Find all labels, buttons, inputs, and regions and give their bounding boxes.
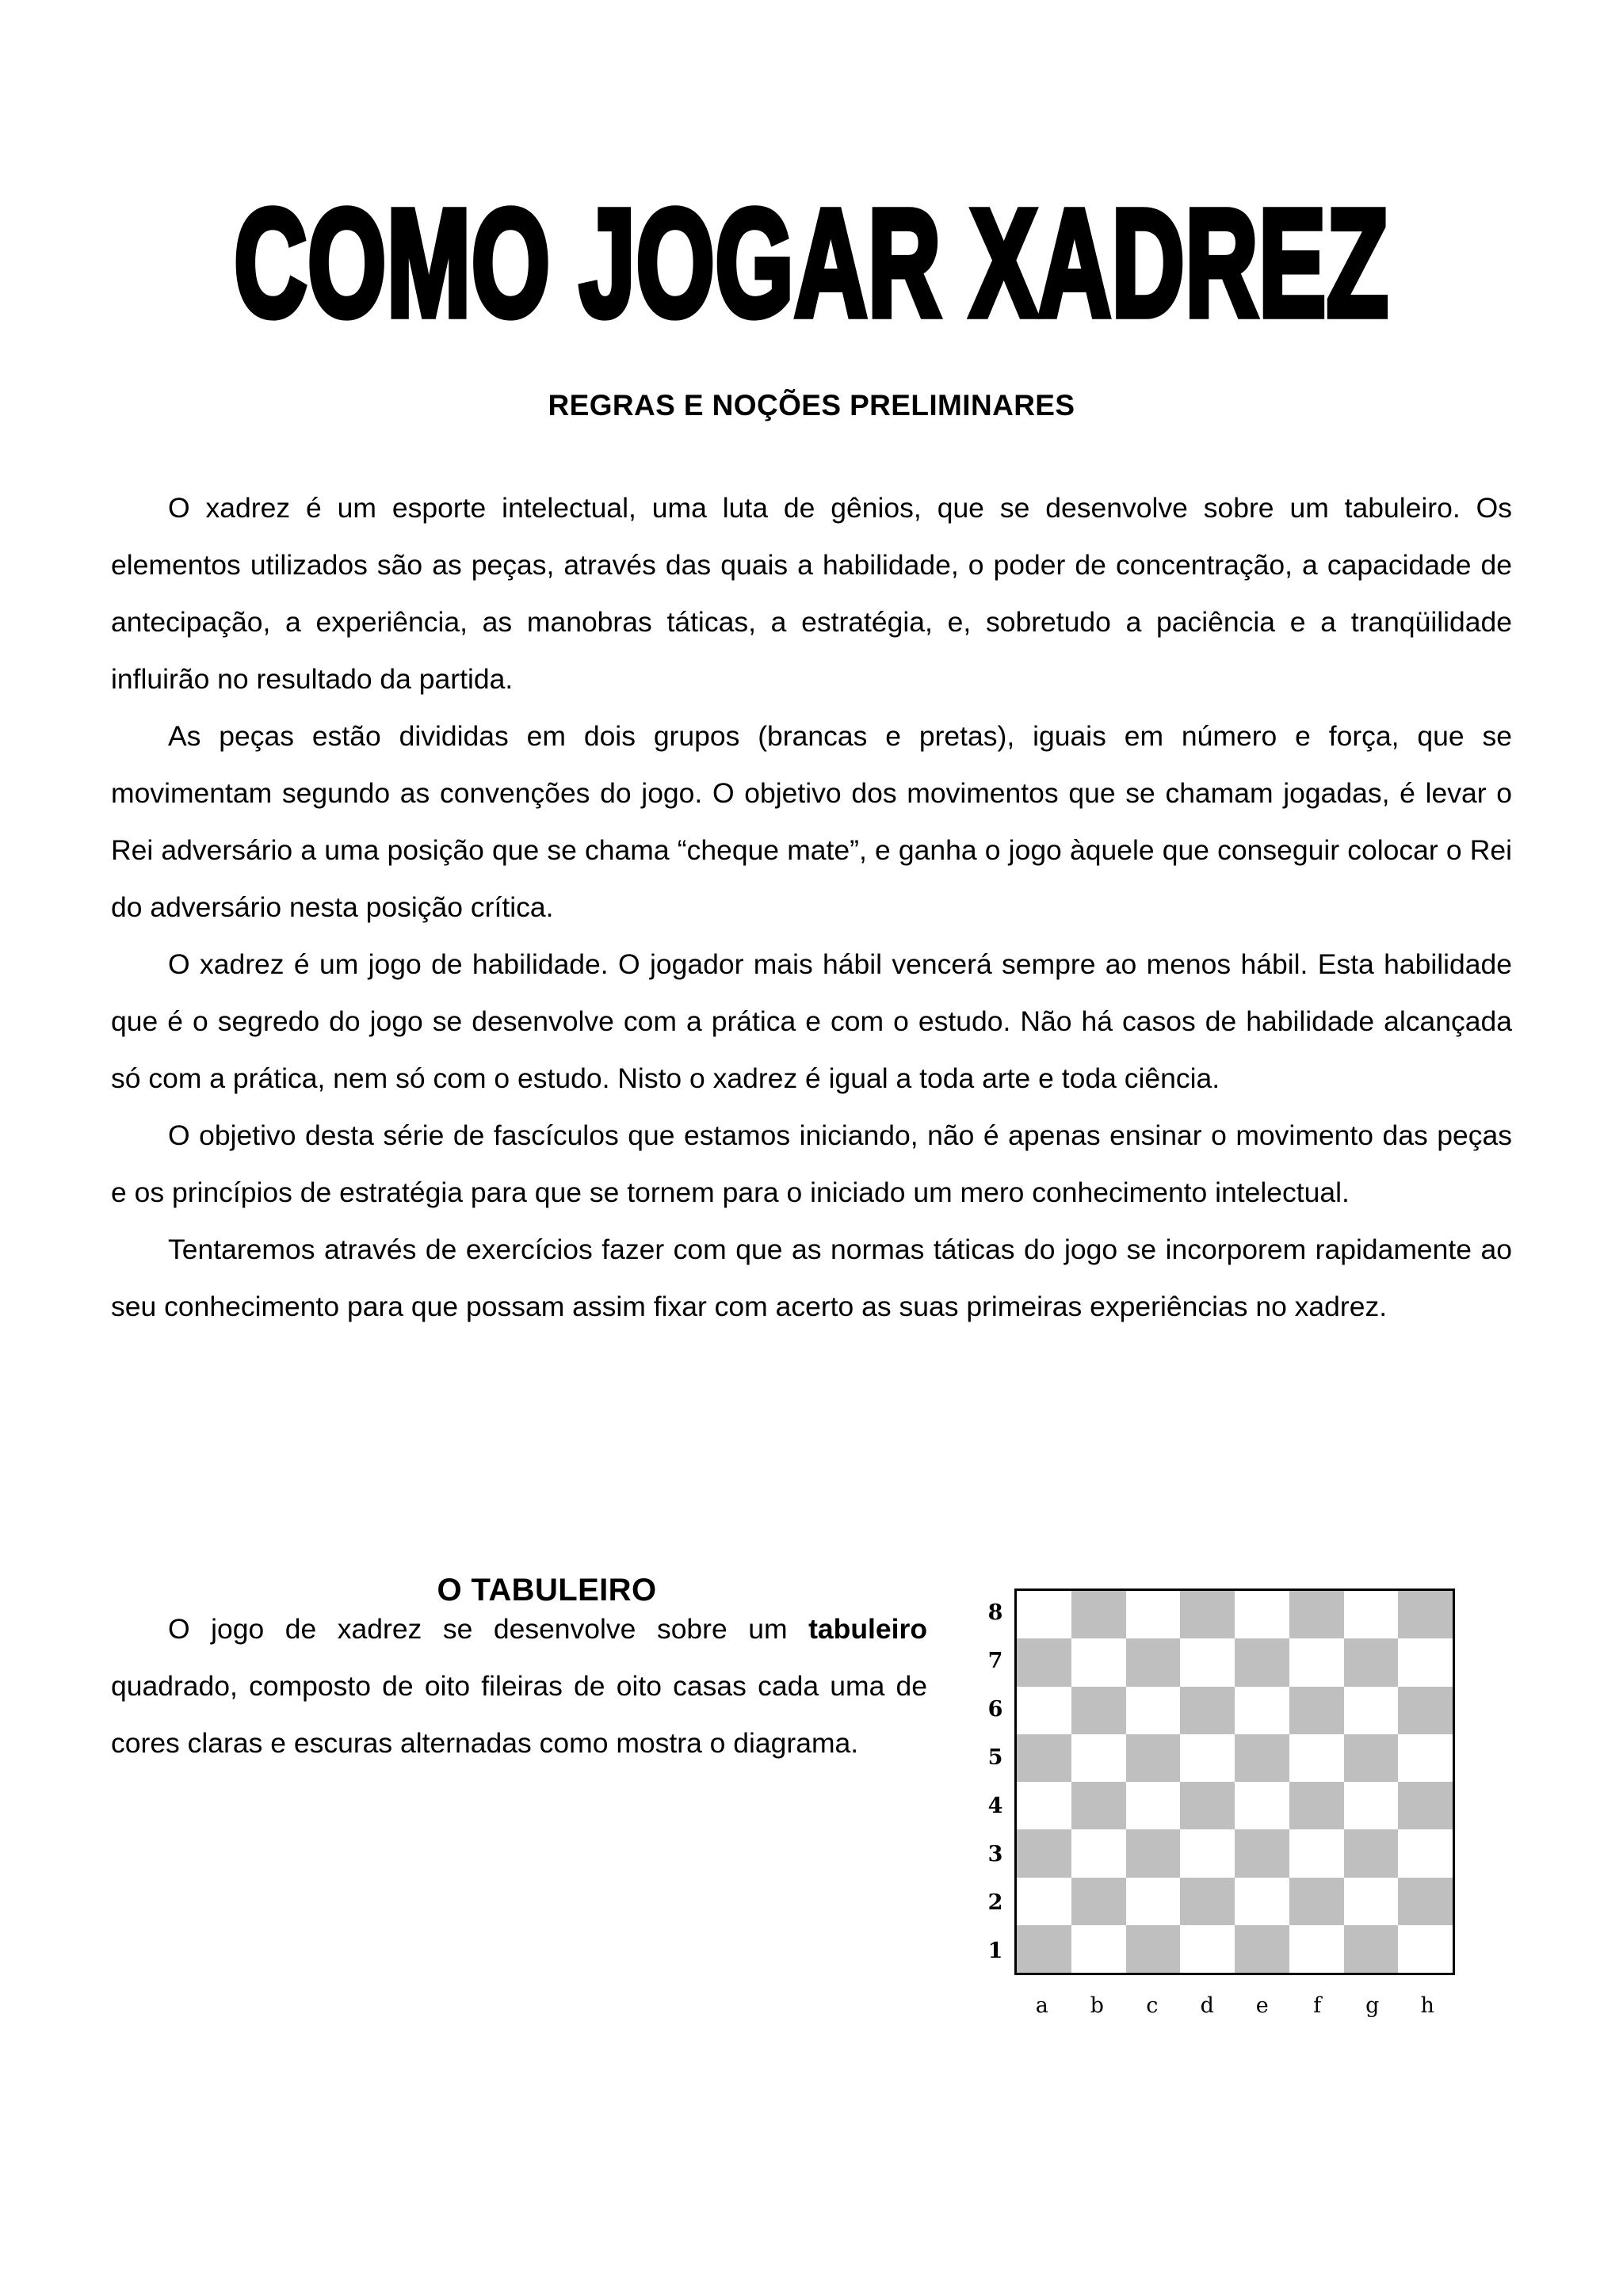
board-square-h8 bbox=[1398, 1591, 1453, 1638]
board-square-c2 bbox=[1126, 1878, 1181, 1925]
board-square-g1 bbox=[1344, 1925, 1399, 1973]
board-square-a8 bbox=[1017, 1591, 1071, 1638]
board-square-a1 bbox=[1017, 1925, 1071, 1973]
board-square-f7 bbox=[1289, 1638, 1344, 1686]
paragraph bbox=[111, 1600, 927, 1772]
board-square-d1 bbox=[1180, 1925, 1235, 1973]
board-square-e6 bbox=[1235, 1687, 1289, 1734]
board-square-c8 bbox=[1126, 1591, 1181, 1638]
file-label-c: c bbox=[1146, 1993, 1159, 2018]
file-label-b: b bbox=[1090, 1993, 1104, 2018]
board-square-h4 bbox=[1398, 1782, 1453, 1829]
board-square-h1 bbox=[1398, 1925, 1453, 1973]
board-square-a5 bbox=[1017, 1734, 1071, 1782]
board-square-f1 bbox=[1289, 1925, 1344, 1973]
board-square-e7 bbox=[1235, 1638, 1289, 1686]
rank-label-3: 3 bbox=[987, 1842, 1003, 1867]
chessboard-grid bbox=[1014, 1589, 1455, 1975]
section-heading-tabuleiro: O TABULEIRO bbox=[437, 1573, 657, 1608]
board-square-h2 bbox=[1398, 1878, 1453, 1925]
file-label-f: f bbox=[1313, 1993, 1322, 2018]
board-square-c1 bbox=[1126, 1925, 1181, 1973]
board-square-b3 bbox=[1071, 1829, 1126, 1877]
board-square-d7 bbox=[1180, 1638, 1235, 1686]
rank-label-6: 6 bbox=[987, 1697, 1003, 1722]
board-square-c7 bbox=[1126, 1638, 1181, 1686]
board-square-d2 bbox=[1180, 1878, 1235, 1925]
file-labels bbox=[1014, 1975, 1455, 2024]
board-square-f2 bbox=[1289, 1878, 1344, 1925]
board-square-g8 bbox=[1344, 1591, 1399, 1638]
board-square-a6 bbox=[1017, 1687, 1071, 1734]
board-square-g2 bbox=[1344, 1878, 1399, 1925]
board-square-f6 bbox=[1289, 1687, 1344, 1734]
page-title: COMO JOGAR XADREZ bbox=[234, 178, 1389, 349]
board-square-d3 bbox=[1180, 1829, 1235, 1877]
board-square-h6 bbox=[1398, 1687, 1453, 1734]
board-square-b5 bbox=[1071, 1734, 1126, 1782]
board-square-c4 bbox=[1126, 1782, 1181, 1829]
board-square-b6 bbox=[1071, 1687, 1126, 1734]
board-square-g4 bbox=[1344, 1782, 1399, 1829]
board-square-d4 bbox=[1180, 1782, 1235, 1829]
board-square-b2 bbox=[1071, 1878, 1126, 1925]
board-square-b1 bbox=[1071, 1925, 1126, 1973]
board-square-e8 bbox=[1235, 1591, 1289, 1638]
board-square-a4 bbox=[1017, 1782, 1071, 1829]
paragraph: O objetivo desta série de fascículos que estamos iniciando, não é apenas ensinar o movimento das peças e os princípios de estratégia para que se tornem para o iniciado um mero conhecimento intelectual. bbox=[111, 1119, 1512, 1208]
rank-label-2: 2 bbox=[987, 1890, 1003, 1915]
board-square-f8 bbox=[1289, 1591, 1344, 1638]
board-square-c3 bbox=[1126, 1829, 1181, 1877]
board-square-h5 bbox=[1398, 1734, 1453, 1782]
file-label-a: a bbox=[1035, 1993, 1048, 2018]
tabuleiro-keyword: tabuleiro bbox=[808, 1613, 927, 1645]
board-square-h3 bbox=[1398, 1829, 1453, 1877]
board-square-e3 bbox=[1235, 1829, 1289, 1877]
board-square-e5 bbox=[1235, 1734, 1289, 1782]
rank-label-5: 5 bbox=[987, 1745, 1003, 1770]
chessboard-diagram bbox=[976, 1589, 1484, 2072]
body-text bbox=[111, 479, 1512, 1335]
board-square-a3 bbox=[1017, 1829, 1071, 1877]
board-square-a7 bbox=[1017, 1638, 1071, 1686]
paragraph: O xadrez é um jogo de habilidade. O jogador mais hábil vencerá sempre ao menos hábil. Esta habilidade que é o segredo do jogo se desenvolve com a prática e com o estudo. Não há casos de habilidade alcançada só com a prática, nem só com o estudo. Nisto o xadrez é igual a toda arte e toda ciência. bbox=[111, 948, 1512, 1094]
board-square-g7 bbox=[1344, 1638, 1399, 1686]
file-label-g: g bbox=[1365, 1993, 1380, 2018]
paragraph: Tentaremos através de exercícios fazer com que as normas táticas do jogo se incorporem rapidamente ao seu conhecimento para que possam assim fixar com acerto as suas primeiras experiências no xadrez. bbox=[111, 1234, 1512, 1322]
board-square-c5 bbox=[1126, 1734, 1181, 1782]
board-square-f3 bbox=[1289, 1829, 1344, 1877]
board-square-f5 bbox=[1289, 1734, 1344, 1782]
rank-label-4: 4 bbox=[987, 1794, 1003, 1818]
board-square-g5 bbox=[1344, 1734, 1399, 1782]
board-square-d6 bbox=[1180, 1687, 1235, 1734]
section-heading-preliminares: REGRAS E NOÇÕES PRELIMINARES bbox=[548, 388, 1075, 421]
board-square-h7 bbox=[1398, 1638, 1453, 1686]
diagram-corner-spacer bbox=[976, 1975, 1014, 2024]
rank-labels bbox=[976, 1589, 1014, 1975]
board-square-a2 bbox=[1017, 1878, 1071, 1925]
board-square-b8 bbox=[1071, 1591, 1126, 1638]
paragraph: O xadrez é um esporte intelectual, uma luta de gênios, que se desenvolve sobre um tabuleiro. Os elementos utilizados são as peças, através das quais a habilidade, o poder de concentração, a capacidade de antecipação, a experiência, as manobras táticas, a estratégia, e, sobretudo a paciência e a tranqüilidade influirão no resultado da partida. bbox=[111, 492, 1512, 695]
board-square-c6 bbox=[1126, 1687, 1181, 1734]
board-square-e4 bbox=[1235, 1782, 1289, 1829]
tabuleiro-text-rest: quadrado, composto de oito fileiras de oito casas cada uma de cores claras e escuras alternadas como mostra o diagrama. bbox=[111, 1670, 927, 1759]
board-square-g6 bbox=[1344, 1687, 1399, 1734]
paragraph: As peças estão divididas em dois grupos (brancas e pretas), iguais em número e força, que se movimentam segundo as convenções do jogo. O objetivo dos movimentos que se chamam jogadas, é levar o Rei adversário a uma posição que se chama “cheque mate”, e ganha o jogo àquele que conseguir colocar o Rei do adversário nesta posição crítica. bbox=[111, 720, 1512, 923]
file-label-e: e bbox=[1255, 1993, 1269, 2018]
board-square-b7 bbox=[1071, 1638, 1126, 1686]
rank-label-8: 8 bbox=[987, 1600, 1003, 1625]
file-label-h: h bbox=[1420, 1993, 1434, 2018]
tabuleiro-text-intro: O jogo de xadrez se desenvolve sobre um bbox=[168, 1613, 809, 1645]
rank-label-7: 7 bbox=[987, 1649, 1003, 1673]
board-square-b4 bbox=[1071, 1782, 1126, 1829]
board-square-e2 bbox=[1235, 1878, 1289, 1925]
board-square-d8 bbox=[1180, 1591, 1235, 1638]
tabuleiro-description bbox=[111, 1600, 927, 1772]
rank-label-1: 1 bbox=[987, 1939, 1003, 1963]
board-square-e1 bbox=[1235, 1925, 1289, 1973]
file-label-d: d bbox=[1200, 1993, 1214, 2018]
board-square-g3 bbox=[1344, 1829, 1399, 1877]
board-square-f4 bbox=[1289, 1782, 1344, 1829]
board-square-d5 bbox=[1180, 1734, 1235, 1782]
